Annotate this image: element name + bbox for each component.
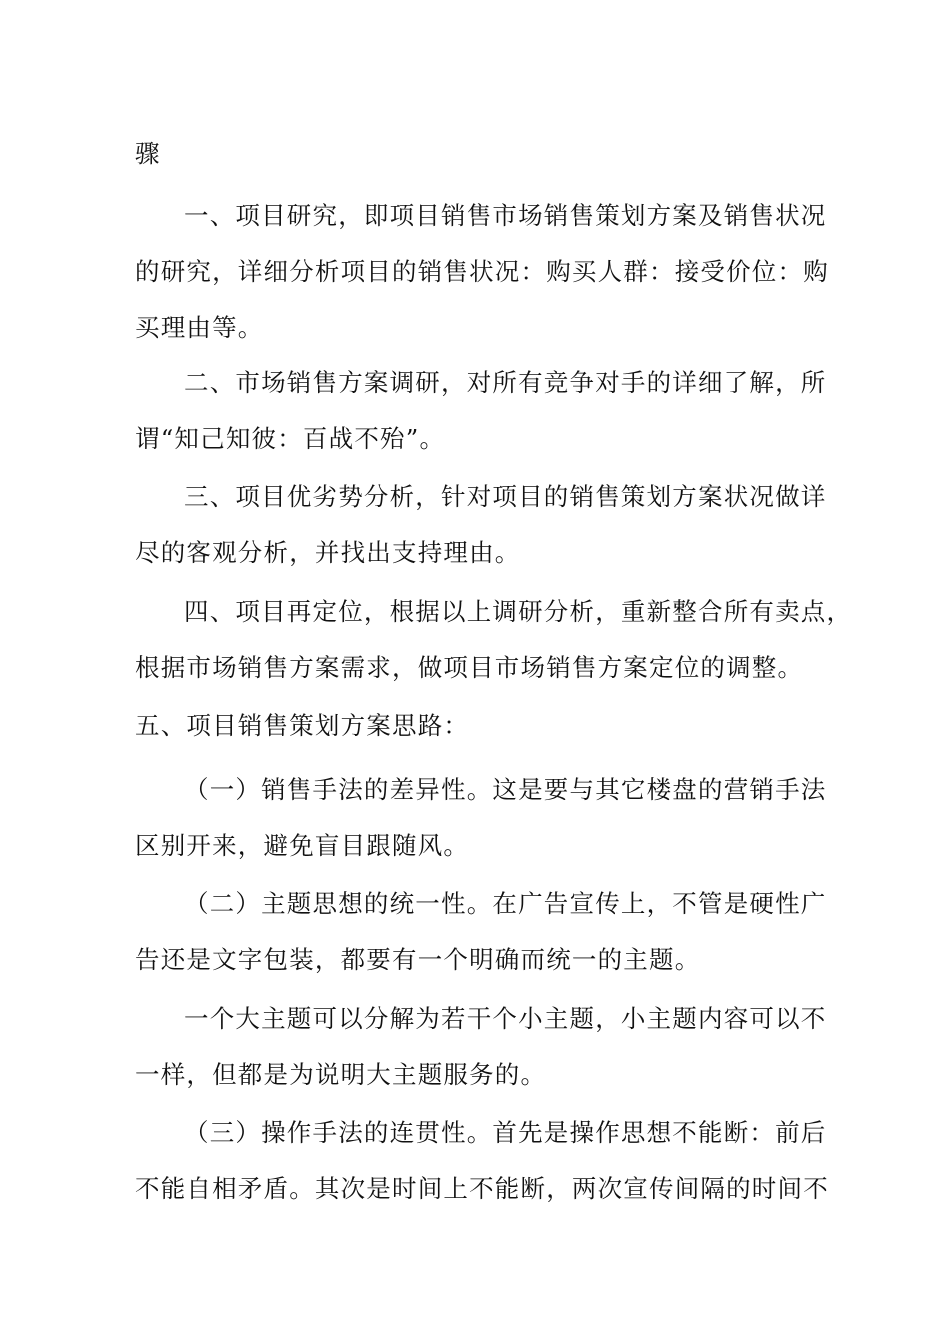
text-line: 一个大主题可以分解为若干个小主题，小主题内容可以不 — [184, 1004, 827, 1033]
paragraph-sub-2-continued — [135, 991, 825, 1103]
text-line: 二、市场销售方案调研，对所有竞争对手的详细了解，所 — [184, 368, 827, 397]
text-line: （二）主题思想的统一性。在广告宣传上，不管是硬性广 — [184, 889, 827, 918]
paragraph-sub-2 — [135, 876, 825, 988]
text-line: 五、项目销售策划方案思路： — [135, 711, 470, 740]
text-line: 谓“知己知彼：百战不殆”。 — [135, 424, 446, 453]
text-line: 买理由等。 — [135, 313, 264, 342]
paragraph-item-2 — [135, 355, 825, 467]
text-line: 区别开来，避免盲目跟随风。 — [135, 831, 470, 860]
text-line: 不能自相矛盾。其次是时间上不能断，两次宣传间隔的时间不 — [135, 1174, 829, 1203]
text-line: 一样，但都是为说明大主题服务的。 — [135, 1060, 547, 1089]
paragraph-sub-3 — [135, 1105, 829, 1217]
text-line: 四、项目再定位，根据以上调研分析，重新整合所有卖点， — [184, 597, 853, 626]
text-line: 告还是文字包装，都要有一个明确而统一的主题。 — [135, 945, 701, 974]
text-line: （三）操作手法的连贯性。首先是操作思想不能断：前后 — [184, 1118, 827, 1147]
text-line: 一、项目研究，即项目销售市场销售策划方案及销售状况 — [184, 201, 827, 230]
text-line: 根据市场销售方案需求，做项目市场销售方案定位的调整。 — [135, 653, 804, 682]
paragraph-sub-1 — [135, 762, 825, 874]
text-line: 三、项目优劣势分析，针对项目的销售策划方案状况做详 — [184, 482, 827, 511]
paragraph-item-1 — [135, 188, 829, 356]
paragraph-item-4 — [135, 584, 853, 696]
paragraph-item-5-heading — [135, 698, 825, 754]
text-line: （一）销售手法的差异性。这是要与其它楼盘的营销手法 — [184, 775, 827, 804]
text-line: 的研究，详细分析项目的销售状况：购买人群：接受价位：购 — [135, 257, 829, 286]
text-line: 骤 — [135, 139, 161, 168]
paragraph-item-3 — [135, 469, 825, 581]
paragraph-continuation — [135, 126, 825, 182]
text-line: 尽的客观分析，并找出支持理由。 — [135, 538, 521, 567]
